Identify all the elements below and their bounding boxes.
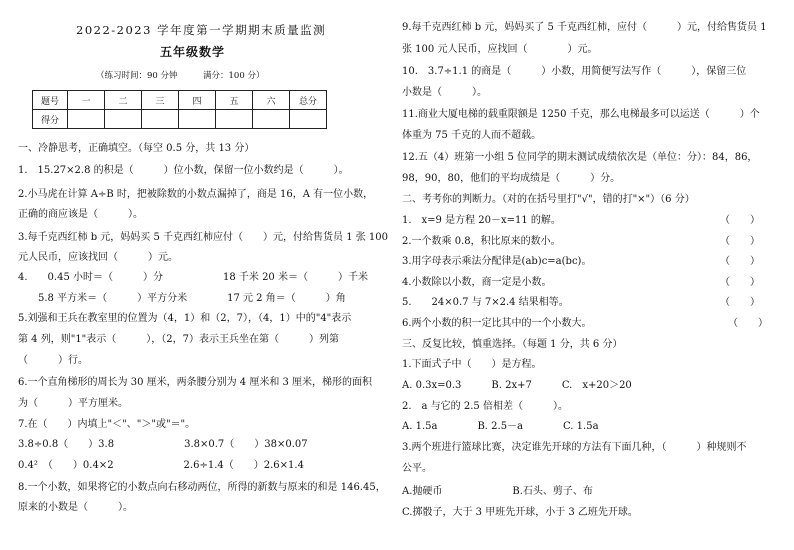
score-header-cell: 五 [216, 91, 253, 110]
question-line: （ ）行。 [18, 355, 88, 366]
score-input-cell[interactable] [216, 110, 253, 129]
choice-options: A.抛硬币 B.石头、剪子、布 [402, 486, 593, 497]
exam-subtitle: 五年级数学 [160, 45, 226, 59]
question-line: 小数是（ ）。 [402, 87, 487, 98]
choice-options: C.掷骰子，大于 3 甲班先开球，小于 3 乙班先开球。 [402, 507, 638, 518]
question-line: 4. 0.45 小时＝（ ）分 18 千米 20 米＝（ ）千米 [18, 272, 368, 283]
question-line: 2.小马虎在计算 A÷B 时，把被除数的小数点漏掉了，商是 16，A 有一位小数， [18, 189, 374, 200]
answer-parentheses[interactable]: （ ） [720, 297, 760, 308]
question-line: 98，90，80，他们的平均成绩是（ ）分。 [402, 173, 621, 184]
question-line: 10. 3.7÷1.1 的商是（ ）小数，用简便写法写作（ ），保留三位 [402, 66, 747, 77]
question-line: 1.下面式子中（ ）是方程。 [402, 359, 542, 370]
question-line: 正确的商应该是（ ）。 [18, 209, 143, 220]
score-header-cell: 一 [68, 91, 105, 110]
question-line: 5.8 平方米＝（ ）平方分米 17 元 2 角＝（ ）角 [18, 293, 346, 304]
score-input-cell[interactable] [68, 110, 105, 129]
score-input-cell[interactable] [290, 110, 327, 129]
score-header-cell: 六 [253, 91, 290, 110]
score-table [32, 90, 327, 129]
answer-parentheses[interactable]: （ ） [728, 318, 768, 329]
question-line: 12.五（4）班第一小组 5 位同学的期末测试成绩依次是（单位：分）：84，86， [402, 152, 758, 163]
question-line: 3.每千克西红柿 b 元，妈妈买 5 千克西红柿应付（ ）元，付给售货员 1 张 100 [18, 232, 389, 243]
score-header-cell: 三 [142, 91, 179, 110]
score-input-cell[interactable] [253, 110, 290, 129]
score-input-cell[interactable] [179, 110, 216, 129]
question-line: 11.商业大厦电梯的载重限额是 1250 千克，那么电梯最多可以运送（ ）个 [402, 109, 760, 120]
question-line: 体重为 75 千克的人而不超载。 [402, 130, 542, 141]
choice-options: A. 0.3x=0.3 B. 2x+7 C. x+20＞20 [402, 380, 632, 391]
question-line: 第 4 列，则"1"表示（ ），（2，7）表示王兵坐在第（ ）列第 [18, 334, 340, 345]
judge-statement: 2.一个数乘 0.8，积比原来的数小。 [402, 236, 561, 247]
question-line: 7.在（ ）内填上"＜"、"＞"或"＝"。 [18, 419, 196, 430]
score-table-score-row [33, 110, 327, 129]
judge-statement: 4.小数除以小数，商一定是小数。 [402, 277, 552, 288]
question-line: 公平。 [402, 463, 432, 474]
question-line: 原来的小数是（ ）。 [18, 502, 133, 513]
question-line: 2. a 与它的 2.5 倍相差（ ）。 [402, 401, 568, 412]
question-line: 8.一个小数，如果将它的小数点向右移动两位，所得的新数与原来的和是 146.45， [18, 482, 386, 493]
question-line: 0.4² （ ）0.4×2 2.6÷1.4（ ）2.6×1.4 [18, 460, 304, 471]
question-line: 3.两个班进行篮球比赛，决定谁先开球的方法有下面几种，（ ）种规则不 [402, 442, 747, 453]
question-line: 5.刘强和王兵在教室里的位置为（4，1）和（2，7），（4，1）中的"4"表示 [18, 313, 352, 324]
exam-title: 2022-2023 学年度第一学期期末质量监测 [76, 23, 327, 37]
score-table-header-row [33, 91, 327, 110]
score-input-cell[interactable] [105, 110, 142, 129]
score-header-cell: 总分 [290, 91, 327, 110]
score-row-label: 得分 [33, 110, 68, 129]
question-line: 1. 15.27×2.8 的积是（ ）位小数，保留一位小数约是（ ）。 [18, 165, 349, 176]
time-note: （练习时间：90 分钟 满分：100 分） [96, 71, 265, 81]
question-line: 3.8÷0.8（ ）3.8 3.8×0.7（ ）38×0.07 [18, 439, 308, 450]
question-line: 9.每千克西红柿 b 元，妈妈买了 5 千克西红柿，应付（ ）元，付给售货员 1 [402, 22, 767, 33]
section-heading: 一、冷静思考，正确填空。（每空 0.5 分，共 13 分） [18, 143, 255, 154]
question-line: 为（ ）平方厘米。 [18, 398, 128, 409]
score-header-cell: 四 [179, 91, 216, 110]
score-header-cell: 题号 [33, 91, 68, 110]
score-header-cell: 二 [105, 91, 142, 110]
answer-parentheses[interactable]: （ ） [720, 256, 760, 267]
section-heading: 二、考考你的判断力。（对的在括号里打"√"，错的打"×"）（6 分） [402, 194, 695, 205]
question-line: 元人民币，应该找回（ ）元。 [18, 252, 178, 263]
choice-options: A. 1.5a B. 2.5－a C. 1.5a [402, 421, 599, 432]
question-line: 6.一个直角梯形的周长为 30 厘米，两条腰分别为 4 厘米和 3 厘米，梯形的面积 [18, 377, 373, 388]
score-input-cell[interactable] [142, 110, 179, 129]
section-heading: 三、反复比较，慎重选择。（每题 1 分，共 6 分） [402, 339, 623, 350]
judge-statement: 6.两个小数的积一定比其中的一个小数大。 [402, 318, 592, 329]
answer-parentheses[interactable]: （ ） [720, 277, 760, 288]
judge-statement: 5. 24×0.7 与 7×2.4 结果相等。 [402, 297, 569, 308]
question-line: 张 100 元人民币，应找回（ ）元。 [402, 44, 598, 55]
judge-statement: 1. x=9 是方程 20－x=11 的解。 [402, 215, 561, 226]
answer-parentheses[interactable]: （ ） [720, 215, 760, 226]
answer-parentheses[interactable]: （ ） [720, 236, 760, 247]
judge-statement: 3.用字母表示乘法分配律是(ab)c=a(bc)。 [402, 256, 592, 267]
